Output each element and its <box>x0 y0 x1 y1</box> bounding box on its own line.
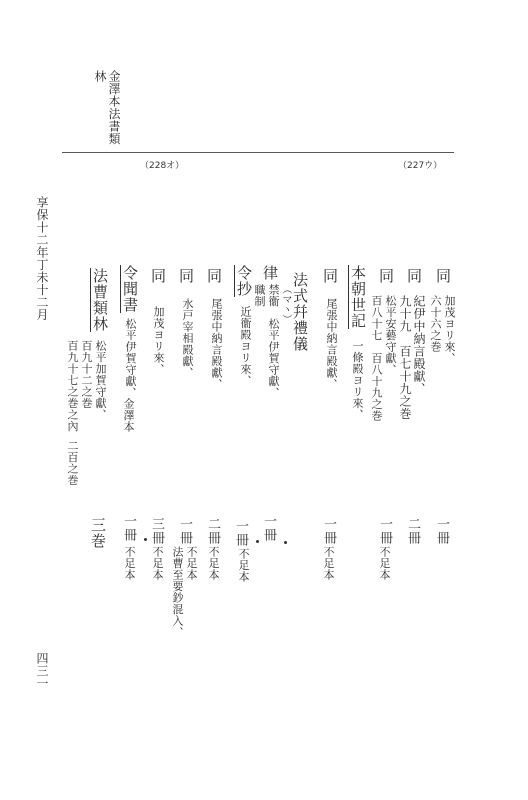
entry-1-note-a: 加茂ヨリ來、 <box>443 295 456 364</box>
entry-4-note: 一條殿ヨリ來、 <box>351 340 364 421</box>
entry-7-note-c: 職制 <box>253 284 266 307</box>
entry-12-mark <box>144 538 147 541</box>
entry-12-quantity: 一冊 <box>121 514 136 542</box>
page-number: 四三一 <box>35 652 49 690</box>
entry-13-quantity: 三巻 <box>89 517 107 549</box>
entry-8-quantity-note: 不足本 <box>237 548 250 583</box>
entry-9-quantity-note: 不足本 <box>207 546 220 581</box>
entry-3-line-1: 松平安藝守獻、 <box>384 295 397 376</box>
entry-11-quantity: 三冊 <box>149 517 164 545</box>
entry-2-line-2: 九十九 百七十九之巻 <box>398 295 412 420</box>
page-ref-228: （228オ） <box>140 161 185 171</box>
entry-6-head: 法式幷禮儀 <box>291 272 309 352</box>
entry-12-head: 令聞書 <box>121 265 139 313</box>
entry-8-quantity: 一冊 <box>233 519 248 547</box>
entry-10-head: 同 <box>177 268 195 284</box>
entry-2-quantity: 二冊 <box>405 517 420 545</box>
entry-13-head: 法曹類林 <box>91 268 109 332</box>
entry-1-head: 同 <box>434 268 452 284</box>
entry-7-note: 松平伊賀守獻、 <box>267 318 280 399</box>
entry-1-note-b: 六十六之巻 <box>429 295 442 353</box>
header-title-continued: 林 <box>93 70 107 83</box>
entry-5-head: 同 <box>321 268 339 284</box>
entry-12-quantity-note: 不足本 <box>123 546 136 581</box>
entry-7-mark <box>284 541 287 544</box>
entry-1-quantity: 一冊 <box>434 517 449 545</box>
entry-3-head: 同 <box>377 268 395 284</box>
entry-7-note-b: 禁衞 <box>267 284 280 307</box>
header-title: 金澤本法書類 <box>107 70 121 145</box>
entry-3-quantity: 一冊 <box>377 517 392 545</box>
entry-10-quantity-note-b: 法曹至要鈔混入、 <box>171 546 184 638</box>
entry-13-line-1: 松平加賀守獻、 <box>94 340 107 421</box>
entry-13-line-3: 百九十七之巻之內 <box>66 340 79 432</box>
entry-13-note-right: 金澤本 <box>122 398 135 433</box>
entry-10-note: 水戸宰相殿獻、 <box>181 298 194 379</box>
page-ref-227: （227ウ） <box>398 161 443 171</box>
entry-3-line-2: 百八十七 百八十九之巻 <box>370 295 383 422</box>
entry-11-quantity-note: 不足本 <box>151 546 164 581</box>
entry-11-head: 同 <box>149 268 167 284</box>
entry-11-note: 加茂ヨリ來、 <box>152 306 165 375</box>
entry-8-head: 令抄 <box>235 265 253 297</box>
entry-8-note: 近衞殿ヨリ來、 <box>239 306 252 387</box>
entry-3-quantity-note: 不足本 <box>378 546 391 581</box>
entry-4-head: 本朝世記 <box>349 265 367 329</box>
entry-2-line-1: 紀伊中納言殿獻、 <box>412 295 426 395</box>
entry-9-head: 同 <box>205 268 223 284</box>
entry-12-note: 松平伊賀守獻、 <box>124 318 137 399</box>
header-rule <box>62 152 454 153</box>
entry-7-quantity: 一冊 <box>261 514 276 542</box>
entry-9-note: 尾張中納言殿獻、 <box>210 298 223 390</box>
entry-5-quantity-note: 不足本 <box>322 546 335 581</box>
entry-5-note: 尾張中納言殿獻、 <box>325 298 338 390</box>
entry-9-quantity: 二冊 <box>205 517 220 545</box>
entry-13-note-tail: 二百之巻 <box>66 440 79 486</box>
side-date: 享保十二年丁未十二月 <box>35 196 49 321</box>
entry-13-line-2: 百九十二之巻 <box>80 340 93 409</box>
entry-10-quantity: 一冊 <box>177 517 192 545</box>
entry-10-quantity-note-a: 不足本 <box>185 546 198 581</box>
entry-5-quantity: 一冊 <box>321 517 336 545</box>
entry-2-head: 同 <box>405 268 423 284</box>
entry-7-head: 律 <box>261 265 279 281</box>
entry-8-mark <box>256 540 259 543</box>
entry-7-note-a: （マヽ） <box>280 284 291 324</box>
